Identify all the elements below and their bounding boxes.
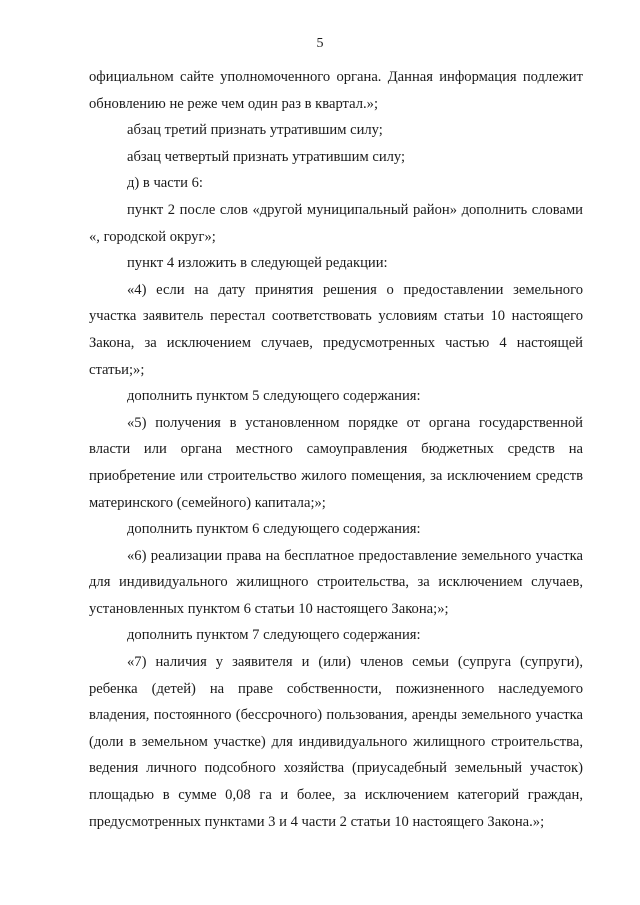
paragraph: абзац четвертый признать утратившим силу;: [127, 148, 406, 165]
paragraph: дополнить пунктом 6 следующего содержания:: [127, 521, 421, 538]
paragraph: пункт 2 после слов «другой муниципальный район» дополнить словами «, городской округ»;: [89, 201, 583, 245]
paragraph: «4) если на дату принятия решения о предоставлении земельного участка заявитель перестал соответствовать условиям статьи 10 настоящего Закона, за исключением случаев, предусмотренных частью 4 настоящей статьи;»;: [89, 281, 583, 378]
paragraph: абзац третий признать утратившим силу;: [127, 122, 383, 139]
paragraph: д) в части 6:: [127, 175, 203, 192]
paragraph: пункт 4 изложить в следующей редакции:: [127, 255, 388, 272]
paragraph: «7) наличия у заявителя и (или) членов семьи (супруга (супруги), ребенка (детей) на праве собственности, пожизненного наследуемого владения, постоянного (бессрочного) пользования, аренды земельного участка (доли в земельном участке) для индивидуального жилищного строительства, ведения личного подсобного хозяйства (приусадебный земельный участок) площадью в сумме 0,08 га и более, за исключением категорий граждан, предусмотренных пунктами 3 и 4 части 2 статьи 10 настоящего Закона.»;: [89, 654, 583, 830]
page-number: 5: [316, 36, 324, 51]
paragraph: дополнить пунктом 5 следующего содержания:: [127, 388, 421, 405]
paragraph: дополнить пунктом 7 следующего содержания:: [127, 627, 421, 644]
paragraph: «6) реализации права на бесплатное предоставление земельного участка для индивидуального жилищного строительства, за исключением случаев, установленных пунктом 6 статьи 10 настоящего Закона;»;: [89, 547, 583, 617]
paragraph-continuation: официальном сайте уполномоченного органа. Данная информация подлежит обновлению не реже чем один раз в квартал.»;: [89, 69, 583, 112]
document-body: [89, 64, 583, 835]
paragraph: «5) получения в установленном порядке от органа государственной власти или органа местного самоуправления бюджетных средств на приобретение или строительство жилого помещения, за исключением средств материнского (семейного) капитала;»;: [89, 414, 583, 511]
